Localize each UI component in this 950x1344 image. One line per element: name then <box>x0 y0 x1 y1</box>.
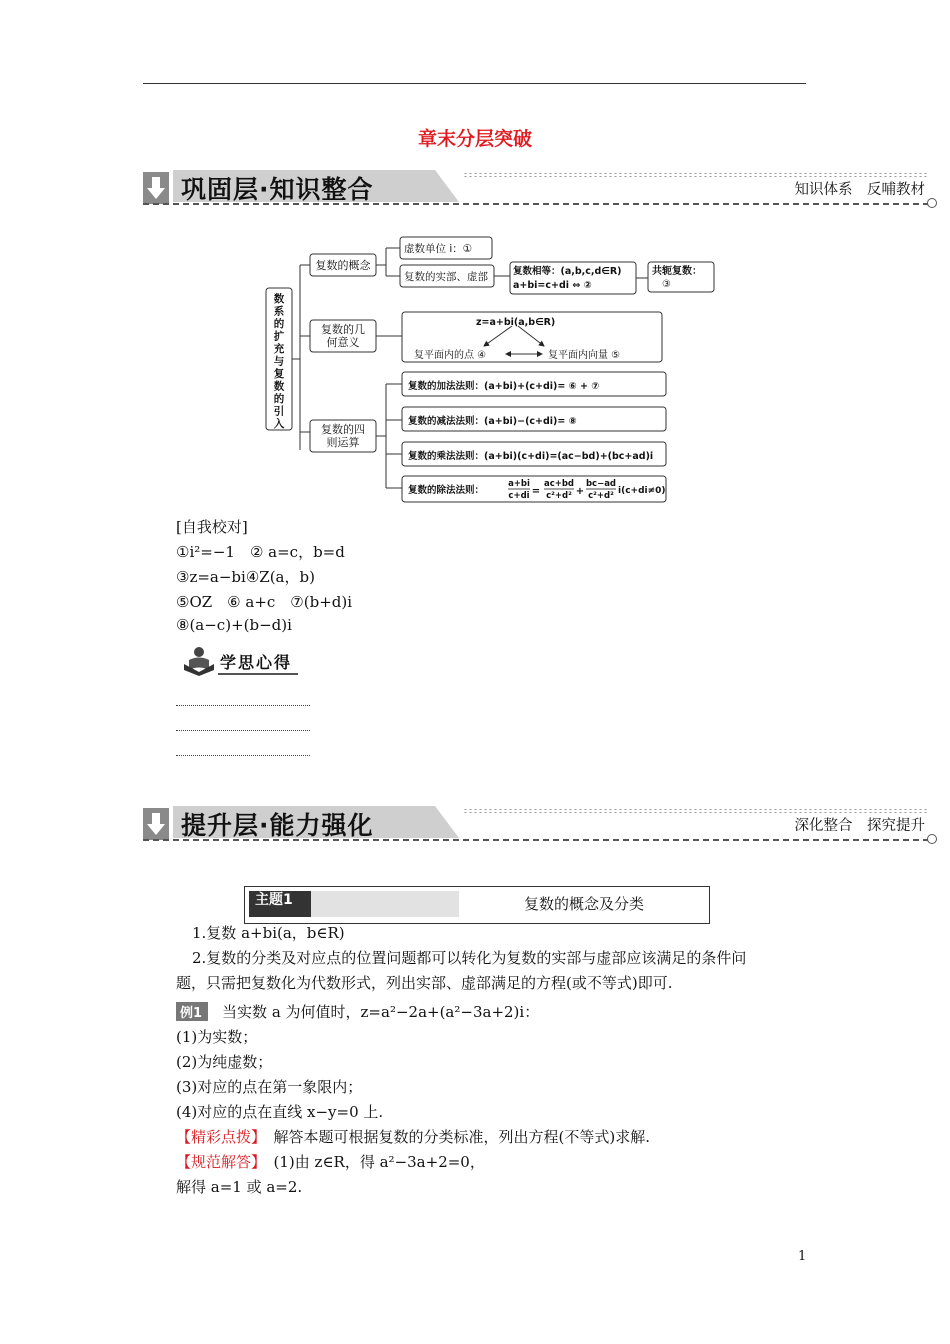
division-term1-numerator: ac+bd <box>543 479 575 489</box>
hint-text: 解答本题可根据复数的分类标准，列出方程(不等式)求解. <box>273 1128 651 1146</box>
reflection-underline <box>218 673 298 675</box>
banner-subtitle: 知识体系 反哺教材 <box>794 182 925 198</box>
division-label: 复数的除法法则： <box>408 485 485 496</box>
branch-geometry-label-1: 复数的几 <box>321 323 365 336</box>
root-label: 数系的扩充与复数的引入 <box>273 293 285 430</box>
topic-title: 复数的概念及分类 <box>523 895 644 913</box>
conjugate-label-1: 共轭复数： <box>652 266 702 277</box>
banner-baseline <box>143 839 929 841</box>
banner-title: 巩固层·知识整合 <box>181 175 374 204</box>
point-label: 复平面内的点 ④ <box>414 350 487 361</box>
subtraction-rule: 复数的减法法则：(a+bi)−(c+di)= ⑧ <box>408 416 577 427</box>
division-term1-denominator: c²+d² <box>546 491 572 501</box>
equality-label-2: a+bi=c+di ⇔ ② <box>513 280 592 291</box>
paragraph-1: 1.复数 a+bi(a，b∈R) <box>192 924 345 942</box>
section-banner-consolidation <box>143 170 933 206</box>
self-check-line-1: ①i²=−1 ② a=c，b=d <box>176 543 345 561</box>
division-equals: = <box>531 486 541 497</box>
division-term2-denominator: c²+d² <box>588 491 614 501</box>
multiplication-rule: 复数的乘法法则：(a+bi)(c+di)=(ac−bd)+(bc+ad)i <box>408 451 654 462</box>
hint-label: 【精彩点拨】 <box>176 1128 259 1146</box>
self-check-line-4: ⑧(a−c)+(b−d)i <box>176 616 292 634</box>
question-2: (2)为纯虚数； <box>176 1053 273 1071</box>
self-check-heading: [自我校对] <box>176 518 248 536</box>
division-term2-numerator: bc−ad <box>585 479 617 489</box>
question-4: (4)对应的点在直线 x−y=0 上. <box>176 1103 384 1121</box>
down-arrow-icon <box>143 172 169 204</box>
division-lhs-denominator: c+di <box>508 491 530 501</box>
paragraph-2-line-2: 题，只需把复数化为代数形式，列出实部、虚部满足的方程(或不等式)即可. <box>176 974 673 992</box>
z-form-label: z=a+bi(a,b∈R) <box>476 317 556 328</box>
equality-label-1: 复数相等：(a,b,c,d∈R) <box>513 266 622 277</box>
note-line-2 <box>176 730 310 731</box>
page-number: 1 <box>798 1249 807 1264</box>
branch-operations-label-1: 复数的四 <box>321 423 365 436</box>
addition-rule: 复数的加法法则：(a+bi)+(c+di)= ⑥ + ⑦ <box>408 381 600 392</box>
question-3: (3)对应的点在第一象限内； <box>176 1078 363 1096</box>
solution-line <box>176 1151 485 1172</box>
question-1: (1)为实数； <box>176 1028 258 1046</box>
example-badge: 例1 <box>176 1002 208 1021</box>
example-text: 当实数 a 为何值时，z=a²−2a+(a²−3a+2)i： <box>222 1003 540 1021</box>
baseline-end-circle <box>927 834 937 844</box>
section-banner-improvement <box>143 806 933 842</box>
solution-text: (1)由 z∈R，得 a²−3a+2=0， <box>273 1153 485 1171</box>
solution-label: 【规范解答】 <box>176 1153 259 1171</box>
division-tail: i(c+di≠0) <box>618 486 666 496</box>
solution-line-2: 解得 a=1 或 a=2. <box>176 1178 303 1196</box>
imaginary-unit-label: 虚数单位 i：① <box>404 243 473 255</box>
hint-line <box>176 1126 650 1147</box>
conjugate-label-2: ③ <box>662 279 671 290</box>
paragraph-2-line-1: 2.复数的分类及对应点的位置问题都可以转化为复数的实部与虚部应该满足的条件问 <box>192 949 747 967</box>
header-rule <box>143 83 806 84</box>
topic-label: 主题1 <box>255 892 293 908</box>
baseline-end-circle <box>927 198 937 208</box>
example-line <box>176 1001 539 1022</box>
note-line-3 <box>176 755 310 756</box>
division-lhs-numerator: a+bi <box>508 479 530 489</box>
reflection-label: 学思心得 <box>220 653 293 672</box>
reader-book-icon <box>182 646 216 676</box>
knowledge-structure-diagram <box>262 232 702 506</box>
division-plus: + <box>575 486 585 497</box>
real-imag-label: 复数的实部、虚部 <box>404 271 488 283</box>
banner-title: 提升层·能力强化 <box>181 811 374 840</box>
branch-operations-label-2: 则运算 <box>326 436 360 449</box>
reflection-header <box>182 646 302 676</box>
self-check-line-2: ③z=a−bi④Z(a，b) <box>176 568 315 586</box>
note-line-1 <box>176 705 310 706</box>
banner-baseline <box>143 203 929 205</box>
page-title: 章末分层突破 <box>417 128 532 150</box>
down-arrow-icon <box>143 808 169 840</box>
branch-geometry-label-2: 何意义 <box>326 336 360 349</box>
vector-label: 复平面内向量 ⑤ <box>548 350 621 361</box>
branch-concept-label: 复数的概念 <box>315 259 371 272</box>
topic-box <box>244 886 710 924</box>
self-check-line-3: ⑤OZ ⑥ a+c ⑦(b+d)i <box>176 593 353 611</box>
banner-subtitle: 深化整合 探究提升 <box>794 818 925 834</box>
